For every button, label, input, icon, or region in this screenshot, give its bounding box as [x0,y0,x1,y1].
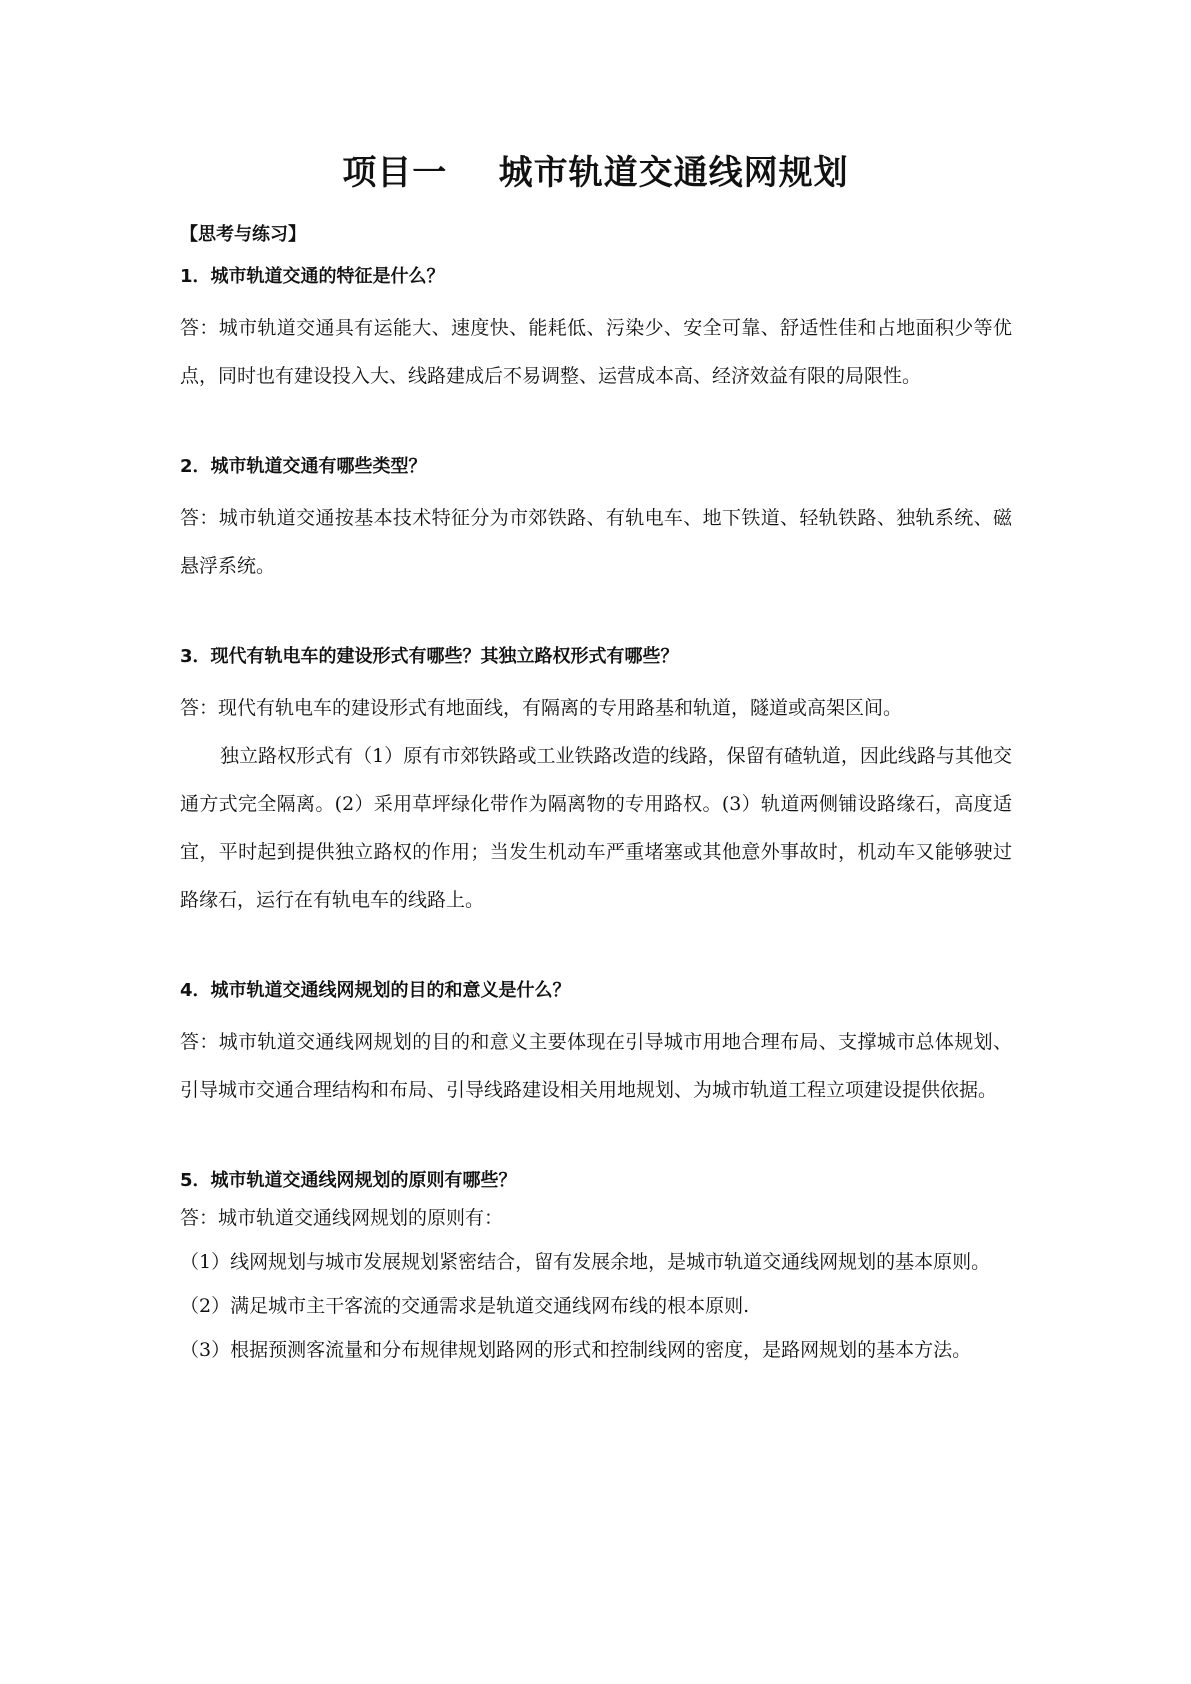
answer-5-item-3: （3）根据预测客流量和分布规律规划路网的形式和控制线网的密度，是路网规划的基本方法。 [180,1339,972,1361]
spacer [180,482,1012,494]
answer-4: 答：城市轨道交通线网规划的目的和意义主要体现在引导城市用地合理布局、支撑城市总体规划、引导城市交通合理结构和布局、引导线路建设相关用地规划、为城市轨道工程立项建设提供依据。 [180,1031,1012,1101]
spacer [180,672,1012,684]
answer-1: 答：城市轨道交通具有运能大、速度快、能耗低、污染少、安全可靠、舒适性佳和占地面积少等优点，同时也有建设投入大、线路建成后不易调整、运营成本高、经济效益有限的局限性。 [180,317,1012,387]
answer-5-item-1: （1）线网规划与城市发展规划紧密结合，留有发展余地，是城市轨道交通线网规划的基本原则。 [180,1251,991,1273]
document-body [180,220,1012,1372]
section-heading: 【思考与练习】 [180,224,306,245]
spacer [180,1006,1012,1018]
spacer [180,590,1012,642]
answer-5-intro: 答：城市轨道交通线网规划的原则有： [180,1207,504,1229]
question-4: 4．城市轨道交通线网规划的目的和意义是什么？ [180,980,571,1001]
page-title: 项目一 城市轨道交通线网规划 [342,153,849,193]
answer-3: 答：现代有轨电车的建设形式有地面线，有隔离的专用路基和轨道，隧道或高架区间。 [180,697,903,719]
spacer [180,250,1012,262]
answer-5-item-2: （2）满足城市主干客流的交通需求是轨道交通线网布线的根本原则. [180,1295,750,1317]
question-5: 5．城市轨道交通线网规划的原则有哪些？ [180,1170,517,1191]
spacer [180,1114,1012,1166]
question-2: 2．城市轨道交通有哪些类型？ [180,456,427,477]
question-1: 1．城市轨道交通的特征是什么？ [180,266,445,287]
question-3: 3．现代有轨电车的建设形式有哪些？其独立路权形式有哪些？ [180,646,679,667]
answer-3-detail: 独立路权形式有（1）原有市郊铁路或工业铁路改造的线路，保留有碴轨道，因此线路与其他交通方式完全隔离。(2）采用草坪绿化带作为隔离物的专用路权。(3）轨道两侧铺设路缘石，高度适宜，平时起到提供独立路权的作用；当发生机动车严重堵塞或其他意外事故时，机动车又能够驶过路缘石，运行在有轨电车的线路上。 [180,745,1012,911]
spacer [180,400,1012,452]
answer-2: 答：城市轨道交通按基本技术特征分为市郊铁路、有轨电车、地下铁道、轻轨铁路、独轨系统、磁悬浮系统。 [180,507,1012,577]
spacer [180,924,1012,976]
spacer [180,292,1012,304]
